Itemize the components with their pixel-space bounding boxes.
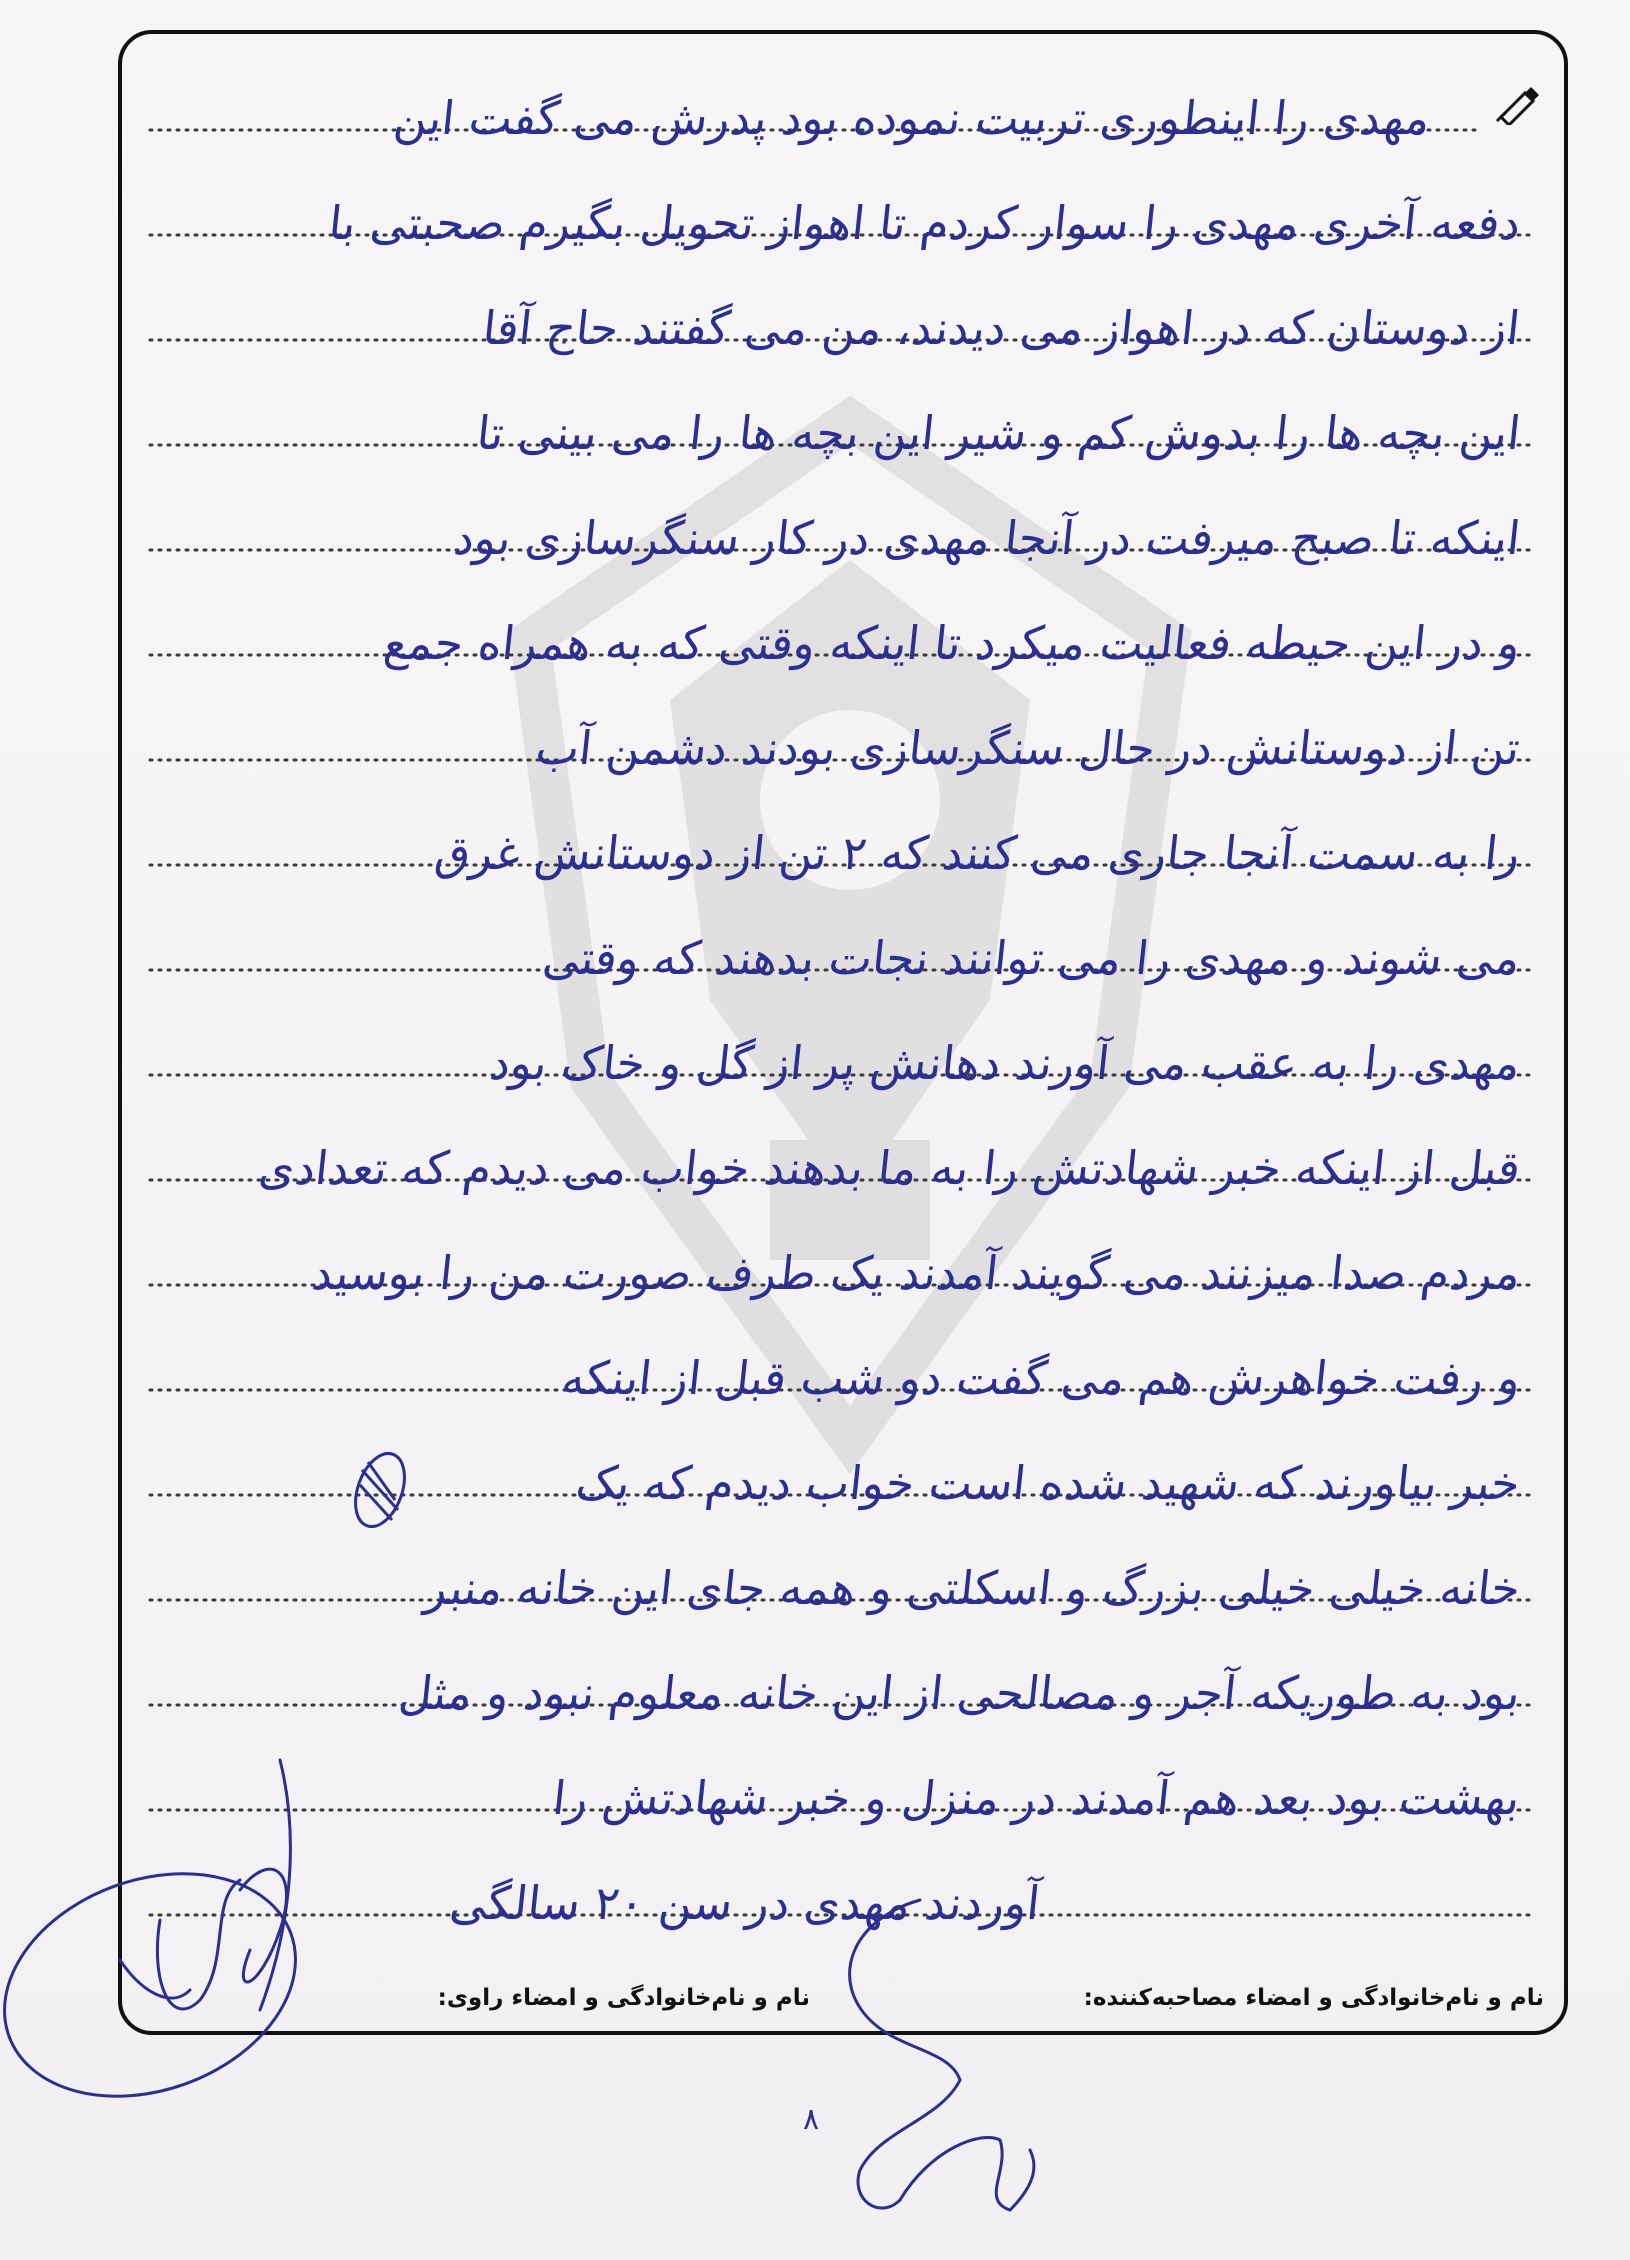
handwritten-line: اینکه تا صبح میرفت در آنجا مهدی در کار سنگرسازی بود [451,511,1523,565]
handwritten-line: بود به طوریکه آجر و مصالحی از این خانه معلوم نبود و مثل [395,1666,1523,1720]
handwritten-line: مهدی را اینطوری تربیت نموده بود پدرش می گفت این [391,91,1433,145]
handwritten-line: خانه خیلی خیلی بزرگ و اسکلتی و همه جای این خانه منبر [422,1561,1523,1615]
handwritten-line: و رفت خواهرش هم می گفت دو شب قبل از اینکه [558,1351,1523,1405]
handwritten-line: مهدی را به عقب می آورند دهانش پر از گل و خاک بود [487,1036,1523,1090]
handwritten-line: این بچه ها را بدوش کم و شیر این بچه ها را می بینی تا [473,406,1523,460]
narrator-signature-label: نام و نام‌خانوادگی و امضاء راوی: [437,1985,810,2011]
scribble-mark-icon [346,1447,413,1533]
handwritten-line: و در این حیطه فعالیت میکرد تا اینکه وقتی که به همراه جمع [380,616,1523,670]
page-number: ۸ [803,2102,820,2137]
handwritten-line: دفعه آخری مهدی را سوار کردم تا اهواز تحویل بگیرم صحبتی با [325,196,1523,250]
handwritten-line: آوردند مهدی در سن ۲۰ سالگی [447,1876,1043,1930]
signature-interviewer-icon [850,1900,1034,2210]
handwritten-line: تن از دوستانش در حال سنگرسازی بودند دشمن آب [533,721,1523,775]
handwritten-line: از دوستان که در اهواز می دیدند، من می گفتند حاج آقا [480,301,1523,355]
signature-narrator-icon [0,1760,327,2135]
handwritten-line: بهشت بود بعد هم آمدند در منزل و خبر شهادتش را [550,1771,1523,1825]
handwritten-line: می شوند و مهدی را می توانند نجات بدهند که وقتی [540,931,1523,985]
handwritten-line: خبر بیاورند که شهید شده است خواب دیدم که یک [573,1456,1523,1510]
interviewer-signature-label: نام و نام‌خانوادگی و امضاء مصاحبه‌کننده: [1083,1985,1544,2011]
handwritten-line: مردم صدا میزنند می گویند آمدند یک طرف صورت من را بوسید [308,1246,1523,1300]
handwritten-line: را به سمت آنجا جاری می کنند که ۲ تن از دوستانش غرق [432,826,1523,880]
handwritten-line: قبل از اینکه خبر شهادتش را به ما بدهند خواب می دیدم که تعدادی [255,1141,1523,1195]
